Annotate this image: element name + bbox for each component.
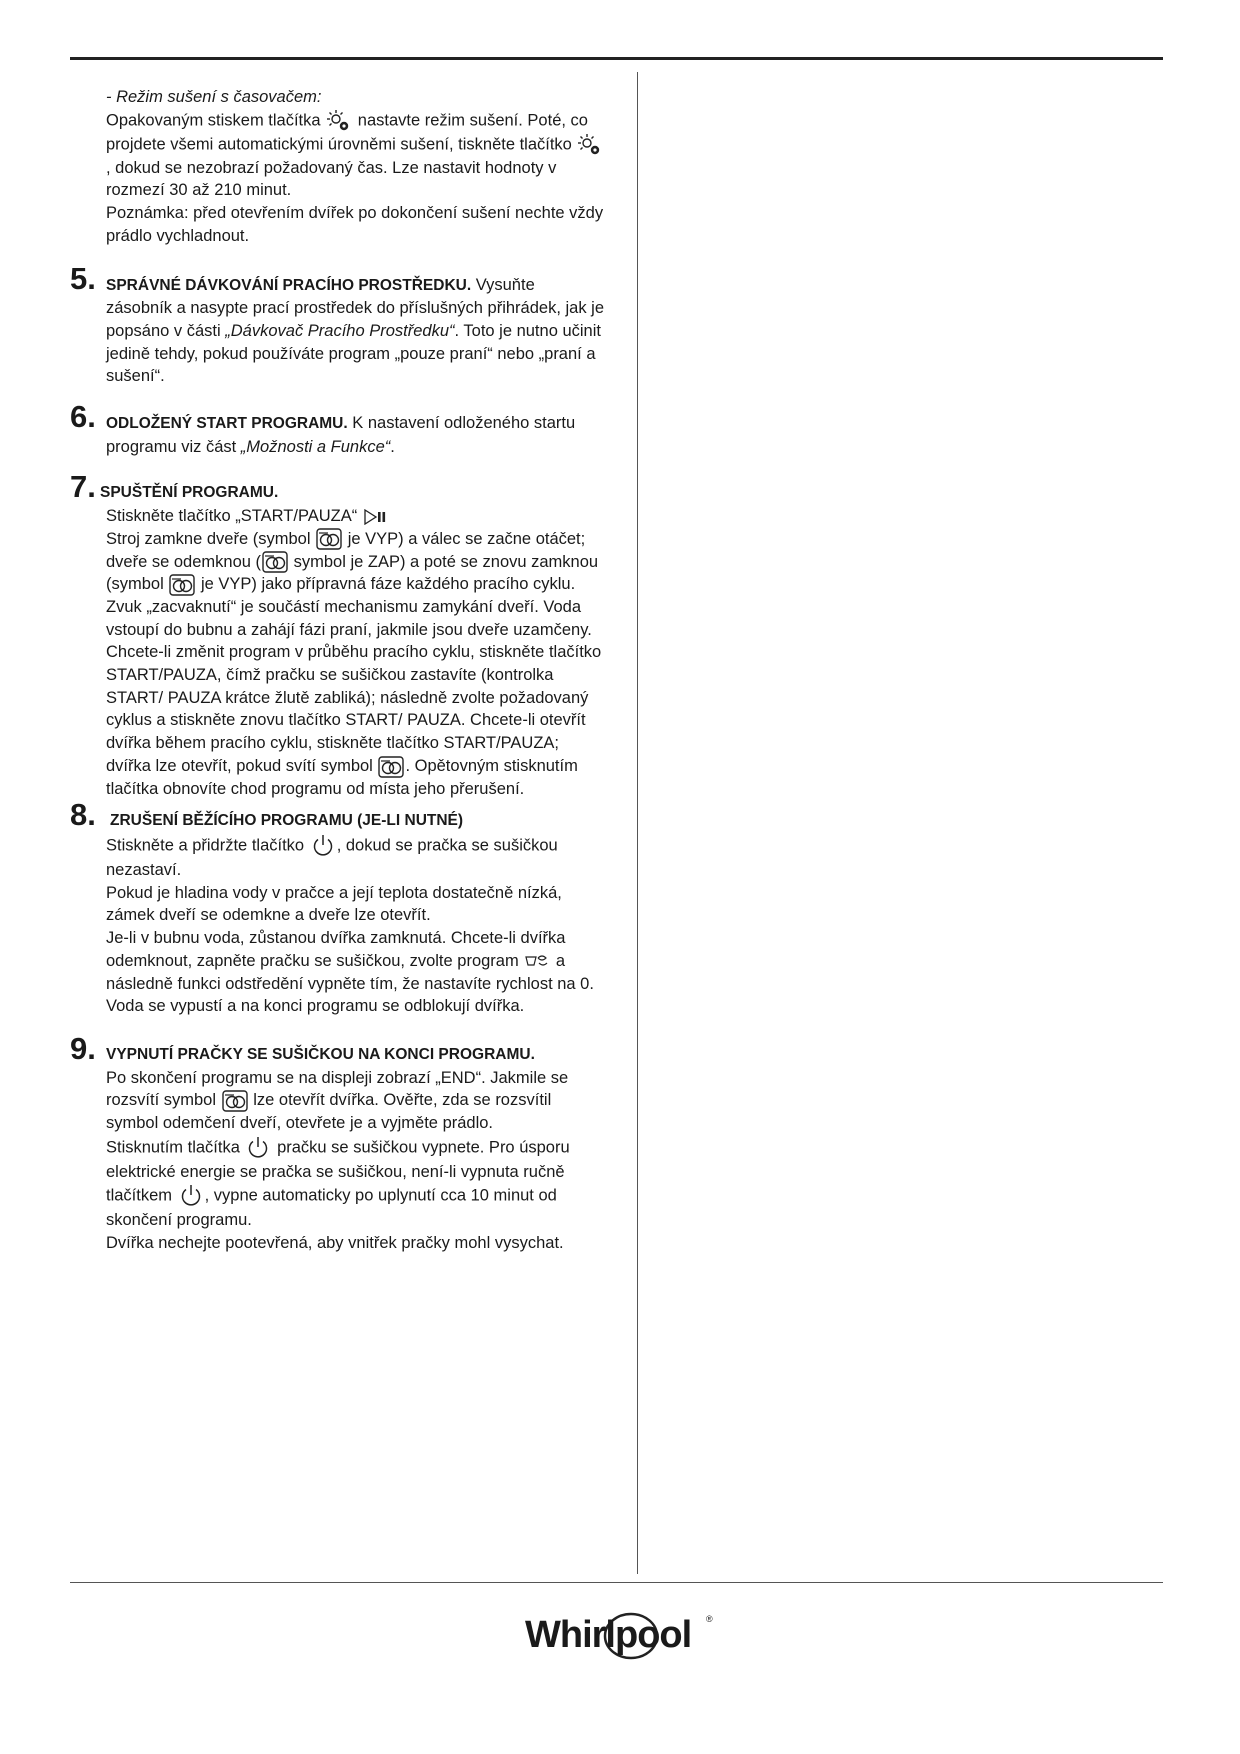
intro-text-a: Opakovaným stiskem tlačítka bbox=[106, 111, 321, 130]
start-pause-icon bbox=[363, 509, 389, 525]
section-number: 9. bbox=[70, 1030, 96, 1066]
top-rule bbox=[70, 57, 1163, 60]
section-title: VYPNUTÍ PRAČKY SE SUŠIČKOU NA KONCI PROGRAMU. bbox=[106, 1045, 535, 1063]
section-text: je VYP) jako přípravná fáze každého pracího cyklu. Zvuk „zacvaknutí“ je součástí mechanismu zamykání dveří. Voda vstoupí do bubnu a zahájí fázi praní, jakmile jsou dveře uzamčeny. bbox=[106, 575, 592, 639]
logo-registered-mark: ® bbox=[706, 1614, 713, 1624]
section-text: Chcete-li změnit program v průběhu pracího cyklu, stiskněte tlačítko START/PAUZA, čímž pračku se sušičkou zastavíte (kontrolka START/ PAUZA krátce žlutě zabliká); následně zvolte požadovaný cyklus a stiskněte znovu tlačítko START/ PAUZA. Chcete-li otevřít dvířka během pracího cyklu, stiskněte tlačítko START/PAUZA; dvířka lze otevřít, pokud svítí symbol bbox=[106, 643, 602, 775]
section-7 bbox=[70, 469, 605, 800]
section-title: SPRÁVNÉ DÁVKOVÁNÍ PRACÍHO PROSTŘEDKU. bbox=[106, 276, 472, 294]
intro-text-c: , dokud se nezobrazí požadovaný čas. Lze nastavit hodnoty v rozmezí 30 až 210 minut. bbox=[106, 158, 557, 200]
section-number: 5. bbox=[70, 260, 96, 296]
section-title: ZRUŠENÍ BĚŽÍCÍHO PROGRAMU (JE-LI NUTNÉ) bbox=[110, 812, 464, 830]
section-text: Stisknutím tlačítka bbox=[106, 1138, 240, 1157]
dry-gear-icon bbox=[577, 133, 603, 157]
power-icon bbox=[245, 1135, 271, 1161]
section-reference: „Možnosti a Funkce“ bbox=[240, 437, 391, 456]
section-8-p2: Pokud je hladina vody v pračce a její teplota dostatečně nízká, zámek dveří se odemkne a dveře lze otevřít. bbox=[106, 883, 562, 925]
door-lock-icon bbox=[169, 574, 195, 596]
intro-heading: - Režim sušení s časovačem: bbox=[106, 88, 322, 106]
intro-block bbox=[70, 86, 605, 248]
section-6-body bbox=[70, 412, 605, 458]
section-text: symbol je ZAP) a poté se znovu zamknou (symbol bbox=[106, 552, 599, 594]
section-text: pračku se sušičkou vypnete. Pro úsporu elektrické energie se pračka se sušičkou, není-li vypnuta ručně tlačítkem bbox=[106, 1138, 570, 1205]
drain-spin-icon bbox=[524, 953, 550, 969]
section-9 bbox=[70, 1030, 605, 1255]
intro-text-b: nastavte režim sušení. Poté, co projdete všemi automatickými úrovněmi sušení, tiskněte tlačítko bbox=[106, 111, 588, 154]
door-lock-icon bbox=[262, 551, 288, 573]
section-reference: „Dávkovač Pracího Prostředku“ bbox=[225, 321, 455, 340]
section-text: Stiskněte tlačítko „START/PAUZA“ bbox=[106, 507, 358, 526]
section-text: Stroj zamkne dveře (symbol bbox=[106, 529, 311, 548]
section-8-p3 bbox=[106, 927, 605, 1018]
intro-note: Poznámka: před otevřením dvířek po dokončení sušení nechte vždy prádlo vychladnout. bbox=[106, 204, 604, 245]
section-7-body bbox=[70, 482, 605, 800]
section-9-p1 bbox=[106, 1067, 605, 1135]
section-text: je VYP) a válec se začne otáčet; dveře se odemknou ( bbox=[106, 529, 586, 571]
door-lock-icon bbox=[222, 1090, 248, 1112]
section-text: . Toto je nutno učinit jedině tehdy, pokud používáte program „pouze praní“ nebo „praní a sušení“. bbox=[106, 321, 601, 386]
section-9-p3: Dvířka nechejte pootevřená, aby vnitřek pračky mohl vysychat. bbox=[106, 1234, 564, 1253]
section-9-body bbox=[70, 1044, 605, 1255]
section-text: K nastavení odloženého startu programu viz část bbox=[106, 414, 576, 456]
power-icon bbox=[310, 833, 336, 859]
section-text: , dokud se pračka se sušičkou nezastaví. bbox=[106, 836, 558, 879]
section-6 bbox=[70, 399, 605, 458]
main-column bbox=[70, 86, 605, 1255]
dry-gear-icon bbox=[326, 109, 352, 133]
power-icon bbox=[178, 1183, 204, 1209]
whirlpool-logo bbox=[523, 1612, 713, 1660]
section-text: Vysuňte zásobník a nasypte prací prostředek do příslušných přihrádek, jak je popsáno v části bbox=[106, 275, 605, 340]
door-lock-icon bbox=[316, 528, 342, 550]
section-7-p1 bbox=[106, 505, 605, 528]
section-text: Po skončení programu se na displeji zobrazí „END“. Jakmile se rozsvítí symbol bbox=[106, 1068, 569, 1110]
section-number: 8. bbox=[70, 797, 96, 833]
section-text: . bbox=[390, 437, 395, 456]
section-7-p2 bbox=[106, 528, 605, 642]
section-9-p2 bbox=[106, 1135, 605, 1232]
section-number: 6. bbox=[70, 399, 96, 435]
section-title: ODLOŽENÝ START PROGRAMU. bbox=[106, 415, 348, 433]
section-number: 7. bbox=[70, 469, 96, 505]
column-divider bbox=[637, 72, 638, 1574]
section-title: SPUŠTĚNÍ PROGRAMU. bbox=[100, 484, 279, 502]
logo-text: Whirlpool bbox=[525, 1614, 692, 1656]
bottom-rule bbox=[70, 1582, 1163, 1583]
section-5-body bbox=[70, 274, 605, 389]
section-7-p3 bbox=[106, 641, 605, 800]
section-text: , vypne automaticky po uplynutí cca 10 minut od skončení programu. bbox=[106, 1186, 557, 1230]
section-8-body bbox=[70, 810, 605, 1018]
section-7-text bbox=[100, 505, 605, 800]
intro-paragraph bbox=[106, 109, 605, 202]
section-text: a následně funkci odstředění vypněte tím, že nastavíte rychlost na 0. Voda se vypustí a na konci programu se odblokují dvířka. bbox=[106, 951, 594, 1016]
section-text: lze otevřít dvířka. Ověřte, zda se rozsvítil symbol odemčení dveří, otevřete je a vyjměte prádlo. bbox=[106, 1091, 552, 1133]
door-lock-icon bbox=[378, 756, 404, 778]
section-8 bbox=[70, 797, 605, 1018]
section-text: Je-li v bubnu voda, zůstanou dvířka zamknutá. Chcete-li dvířka odemknout, zapněte pračku se sušičkou, zvolte program bbox=[106, 929, 566, 970]
section-8-p1 bbox=[106, 833, 605, 882]
section-5 bbox=[70, 260, 605, 389]
section-text: Stiskněte a přidržte tlačítko bbox=[106, 836, 305, 855]
section-text: . Opětovným stisknutím tlačítka obnovíte chod programu od místa jeho přerušení. bbox=[106, 756, 578, 798]
